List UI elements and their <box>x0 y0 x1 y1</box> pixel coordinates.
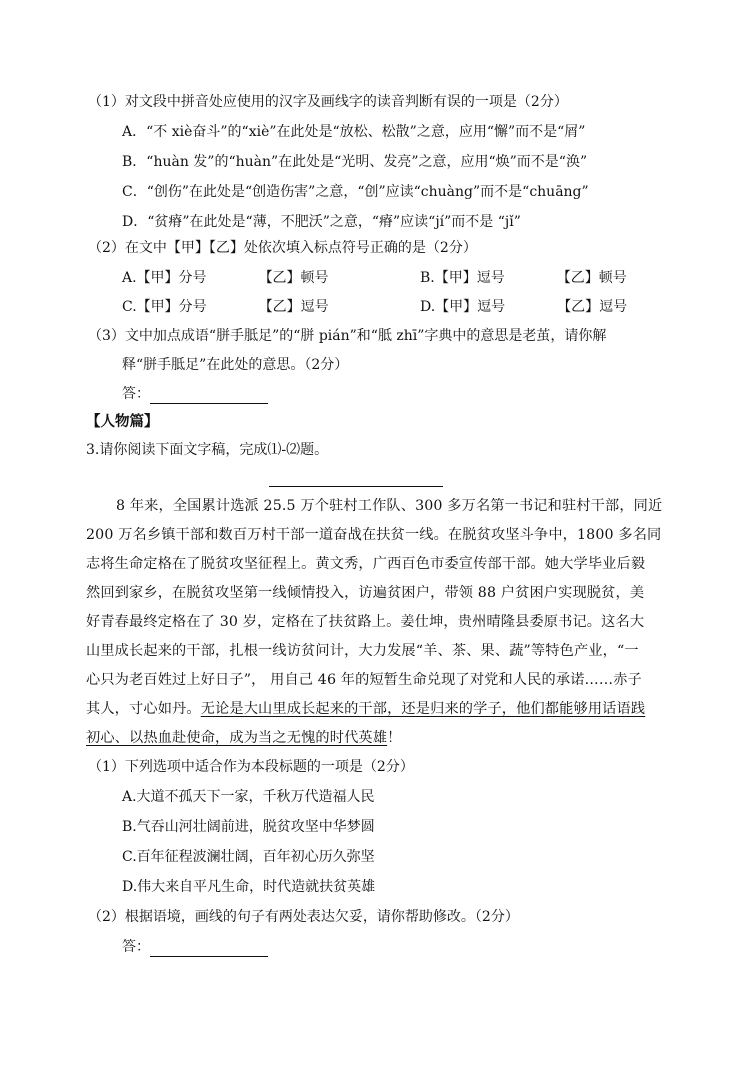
option-mark-jia: A.【甲】分号 <box>122 270 207 286</box>
question-1-stem: （1）对文段中拼音处应使用的汉字及画线字的读音判断有误的一项是（2分） <box>88 94 568 110</box>
passage-line <box>86 699 646 719</box>
underlined-sentence: 初心、以热血赴使命，成为当之无愧的时代英雄 <box>86 730 388 746</box>
passage-line: 志将生命定格在了脱贫攻坚征程上。黄文秀，广西百色市委宣传部干部。她大学毕业后毅 <box>86 556 646 572</box>
section2-question-1-option-c: C.百年征程波澜壮阔，百年初心历久弥坚 <box>122 849 375 865</box>
option-mark-yi: 【乙】顿号 <box>556 270 627 286</box>
passage-line: 山里成长起来的干部，扎根一线访贫问计，大力发展“羊、茶、果、蔬”等特色产业，“一 <box>86 643 639 659</box>
option-mark-jia: B.【甲】逗号 <box>420 270 505 286</box>
section2-question-2-answer <box>122 937 268 957</box>
question-3-line-1: （3）文中加点成语“胼手胝足”的“胼 pián”和“胝 zhī”字典中的意思是老茧，请你解 <box>88 328 607 344</box>
option-mark-yi: 【乙】顿号 <box>258 270 329 286</box>
answer-label: 答： <box>122 386 150 402</box>
section2-question-1-option-b: B.气吞山河壮阔前进，脱贫攻坚中华梦圆 <box>122 819 375 835</box>
section2-question-2-stem: （2）根据语境，画线的句子有两处表达欠妥，请你帮助修改。（2分） <box>88 909 519 925</box>
question-2-option-d <box>420 297 627 317</box>
option-mark-jia: D.【甲】逗号 <box>420 299 506 315</box>
option-mark-jia: C.【甲】分号 <box>122 299 207 315</box>
passage-title-blank[interactable] <box>269 486 443 487</box>
question-3-answer <box>122 384 268 404</box>
section-heading: 【人物篇】 <box>86 413 159 430</box>
section2-question-1-stem: （1）下列选项中适合作为本段标题的一项是（2分） <box>88 759 414 775</box>
answer-blank[interactable] <box>150 940 268 957</box>
question-2-stem: （2）在文中【甲】【乙】处依次填入标点符号正确的是（2分） <box>88 240 477 256</box>
option-mark-yi: 【乙】逗号 <box>258 299 329 315</box>
question-2-option-b <box>420 268 627 288</box>
question-1-option-d: D．“贫瘠”在此处是“薄，不肥沃”之意，“瘠”应读“jí”而不是 “jǐ” <box>122 214 521 230</box>
option-mark-yi: 【乙】逗号 <box>557 299 628 315</box>
passage-text: 其人，寸心如丹。 <box>86 701 201 717</box>
question-2-option-a <box>122 268 329 288</box>
answer-label: 答： <box>122 939 150 955</box>
section-intro: 3.请你阅读下面文字稿，完成⑴-⑵题。 <box>86 442 329 458</box>
underlined-sentence: 无论是大山里成长起来的干部，还是归来的学子，他们都能够用话语践 <box>200 701 646 717</box>
passage-line <box>86 728 618 748</box>
question-3-line-2: 释“胼手胝足”在此处的意思。（2分） <box>122 357 349 373</box>
passage-line: 心只为老百姓过上好日子”， 用自己 46 年的短暂生命兑现了对党和人民的承诺……赤子 <box>86 672 642 688</box>
question-1-option-c: C．“创伤”在此处是“创造伤害”之意，“创”应读“chuàng”而不是“chuāng” <box>122 184 589 200</box>
passage-line: 然回到家乡，在脱贫攻坚第一线倾情投入，访遍贫困户，带领 88 户贫困户实现脱贫，美 <box>86 585 645 601</box>
passage-line: 8 年来，全国累计选派 25.5 万个驻村工作队、300 多万名第一书记和驻村干部，同近 <box>116 498 663 514</box>
passage-line: 好青春最终定格在了 30 岁，定格在了扶贫路上。姜仕坤，贵州晴隆县委原书记。这名大 <box>86 614 645 630</box>
passage-line: 200 万名乡镇干部和数百万村干部一道奋战在扶贫一线。在脱贫攻坚斗争中，1800 多名同 <box>86 527 662 543</box>
section2-question-1-option-a: A.大道不孤天下一家，千秋万代造福人民 <box>122 789 375 805</box>
section2-question-1-option-d: D.伟大来自平凡生命，时代造就扶贫英雄 <box>122 879 376 895</box>
answer-blank[interactable] <box>150 387 268 404</box>
question-1-option-b: B．“huàn 发”的“huàn”在此处是“光明、发亮”之意，应用“焕”而不是“涣” <box>122 154 588 170</box>
passage-text: ！ <box>387 730 402 746</box>
question-2-option-c <box>122 297 329 317</box>
question-1-option-a: A．“不 xiè奋斗”的“xiè”在此处是“放松、松散”之意，应用“懈”而不是“屑” <box>122 124 586 140</box>
